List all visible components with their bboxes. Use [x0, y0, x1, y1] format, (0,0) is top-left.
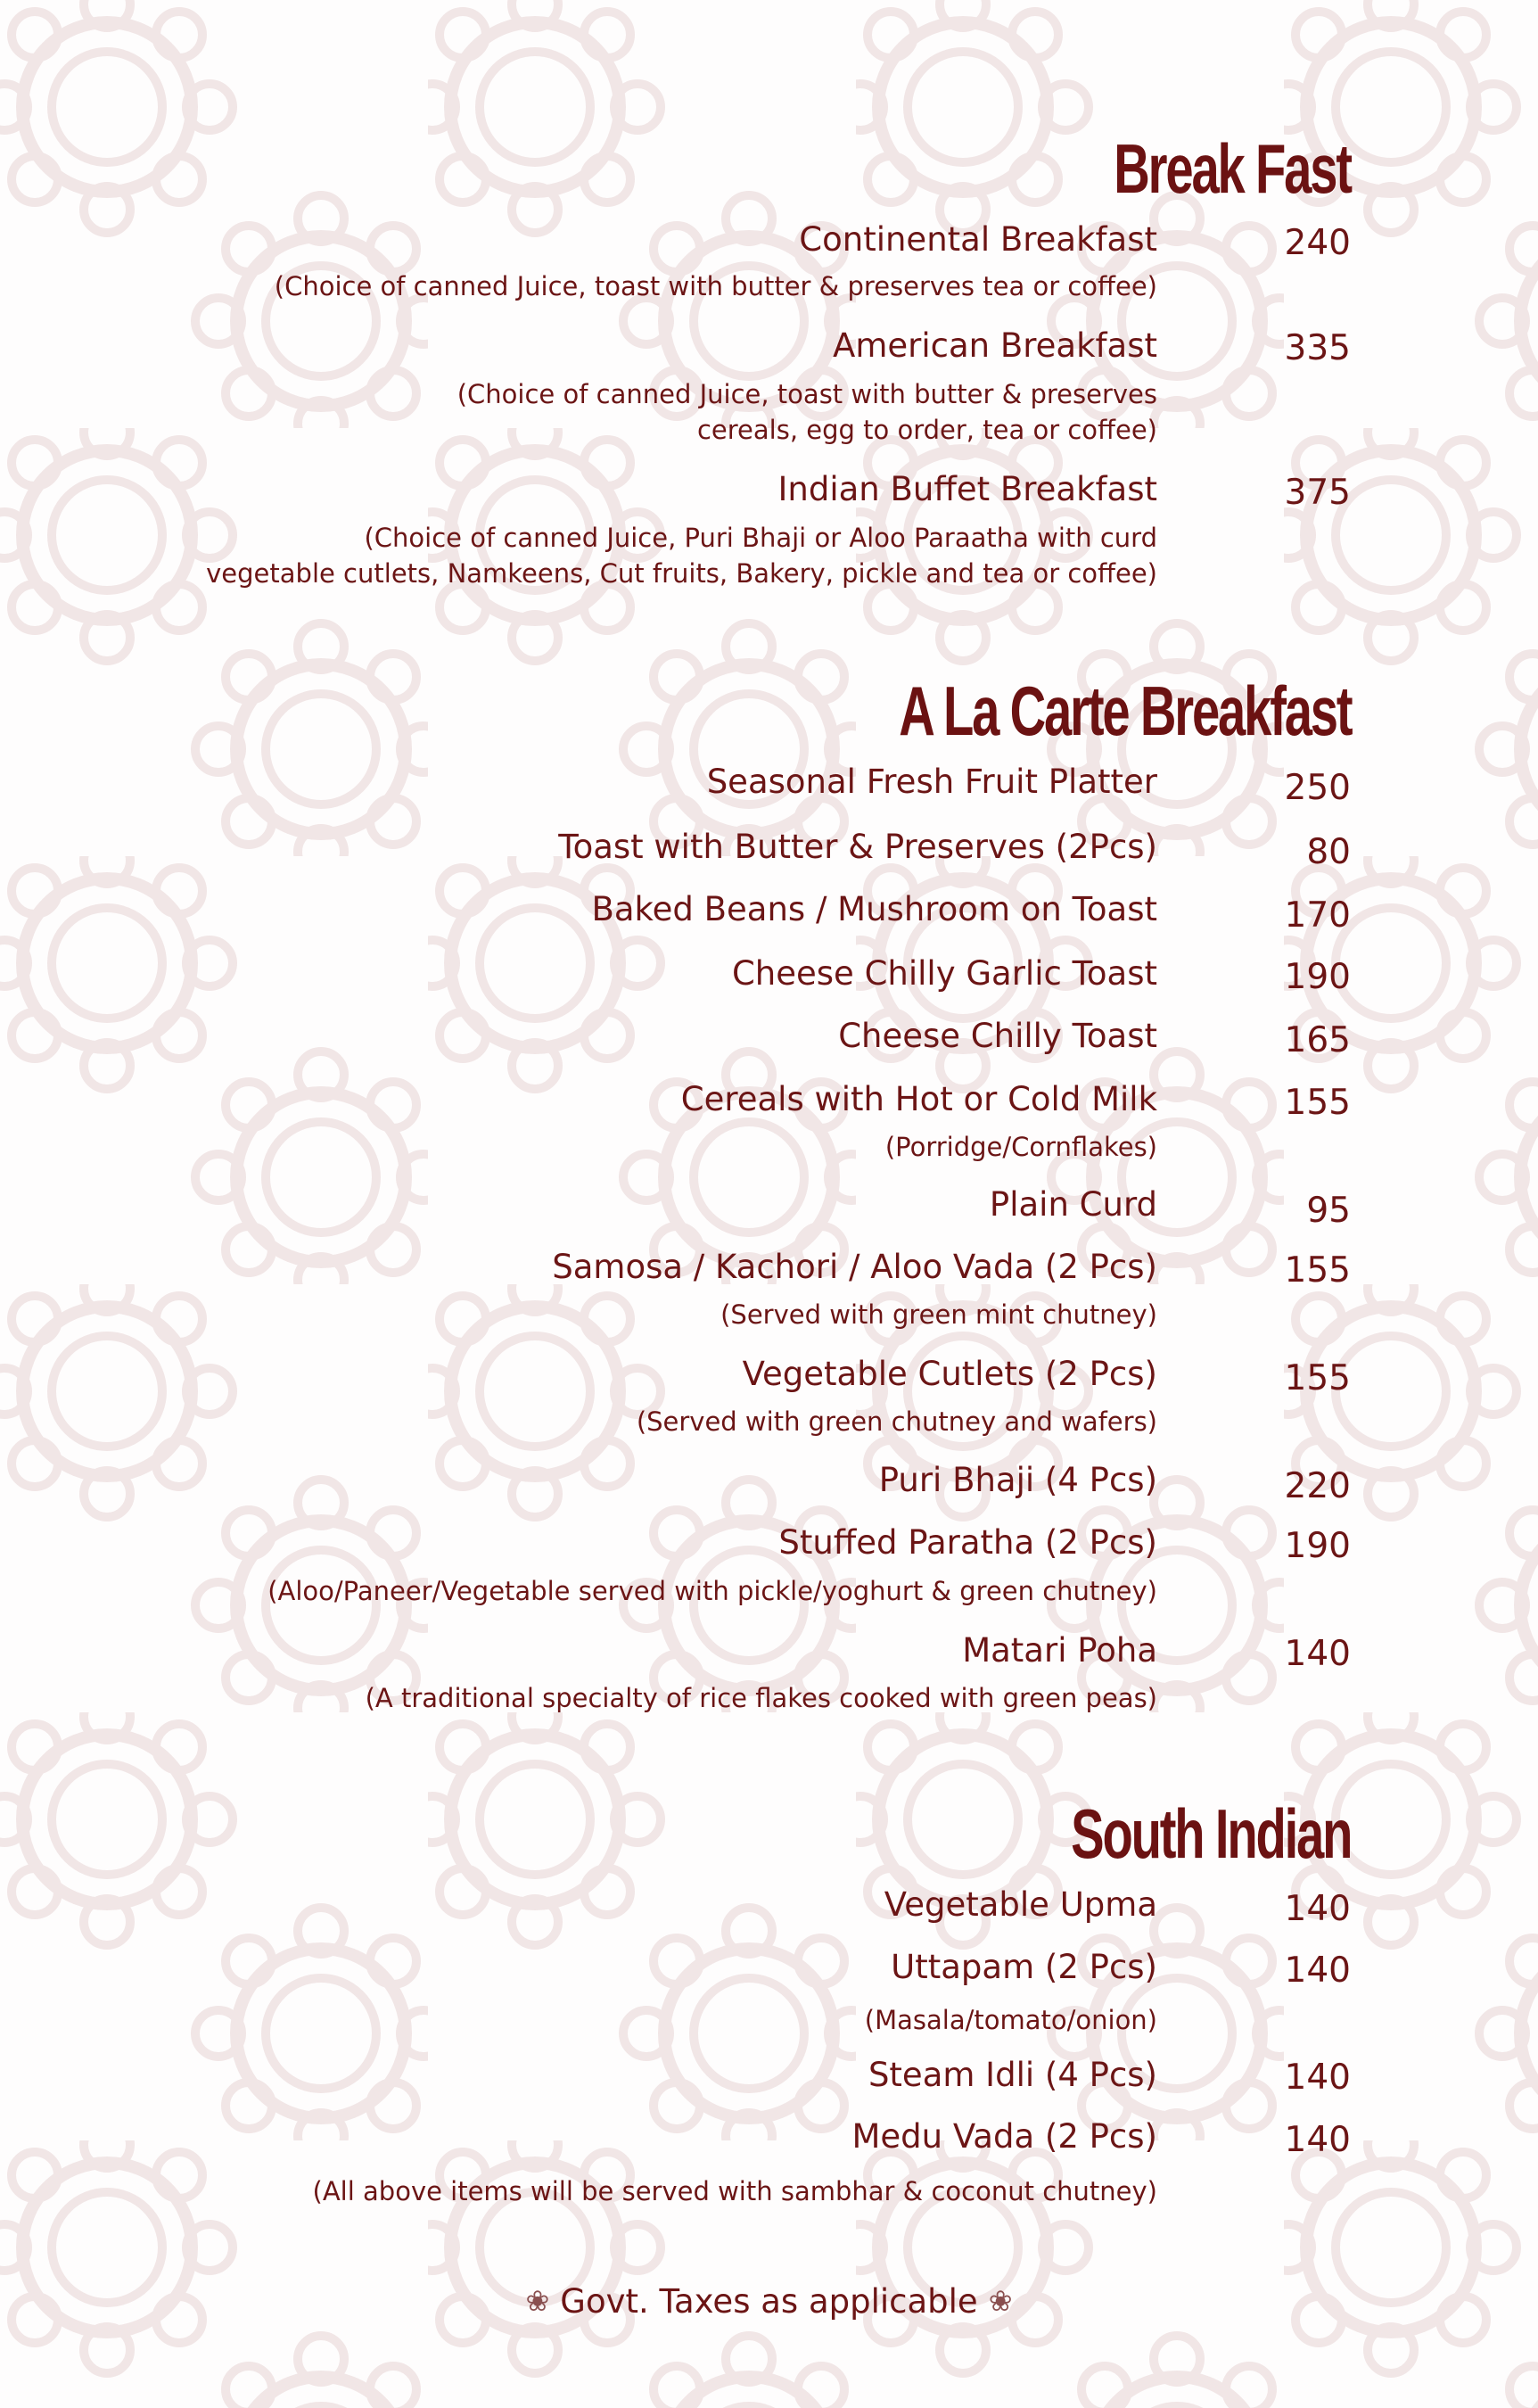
item-price-matari-poha: 140	[1284, 1634, 1351, 1674]
item-name-toast-butter: Toast with Butter & Preserves (2Pcs)	[558, 828, 1157, 866]
item-name-steam-idli: Steam Idli (4 Pcs)	[868, 2056, 1157, 2094]
item-desc-stuffed-paratha: (Aloo/Paneer/Vegetable served with pickle/yoghurt & green chutney)	[267, 1576, 1157, 1606]
item-name-uttapam: Uttapam (2 Pcs)	[891, 1948, 1157, 1986]
item-price-toast-butter: 80	[1306, 832, 1351, 872]
item-price-american-breakfast: 335	[1284, 328, 1351, 368]
item-name-puri-bhaji: Puri Bhaji (4 Pcs)	[878, 1461, 1157, 1499]
item-name-matari-poha: Matari Poha	[962, 1631, 1157, 1670]
section-title-south-indian: South Indian	[1070, 1794, 1351, 1873]
item-name-baked-beans: Baked Beans / Mushroom on Toast	[591, 890, 1157, 928]
section-title-alacarte: A La Carte Breakfast	[898, 672, 1351, 750]
item-name-cereals: Cereals with Hot or Cold Milk	[680, 1080, 1157, 1118]
item-name-vegetable-cutlets: Vegetable Cutlets (2 Pcs)	[742, 1355, 1157, 1393]
flower-ornament-icon: ❀	[525, 2284, 550, 2318]
item-name-indian-buffet-breakfast: Indian Buffet Breakfast	[777, 470, 1157, 508]
item-price-plain-curd: 95	[1306, 1191, 1351, 1231]
item-desc-continental-breakfast: (Choice of canned Juice, toast with butter & preserves tea or coffee)	[274, 271, 1157, 301]
item-price-cereals: 155	[1284, 1083, 1351, 1123]
item-name-stuffed-paratha: Stuffed Paratha (2 Pcs)	[778, 1523, 1157, 1562]
item-desc-indian-buffet-breakfast-line2: vegetable cutlets, Namkeens, Cut fruits, Bakery, pickle and tea or coffee)	[206, 558, 1157, 589]
item-desc-cereals: (Porridge/Cornflakes)	[884, 1132, 1157, 1162]
item-name-medu-vada: Medu Vada (2 Pcs)	[851, 2117, 1157, 2156]
item-price-medu-vada: 140	[1284, 2120, 1351, 2160]
item-name-continental-breakfast: Continental Breakfast	[799, 220, 1157, 259]
item-desc-american-breakfast-line2: cereals, egg to order, tea or coffee)	[696, 415, 1157, 445]
section-title-breakfast: Break Fast	[1114, 129, 1351, 208]
item-price-continental-breakfast: 240	[1284, 223, 1351, 263]
item-desc-samosa: (Served with green mint chutney)	[720, 1299, 1157, 1330]
item-name-cheese-chilly-toast: Cheese Chilly Toast	[838, 1017, 1157, 1055]
item-price-uttapam: 140	[1284, 1950, 1351, 1991]
flower-ornament-icon: ❀	[988, 2284, 1013, 2318]
footer-tax-note	[0, 2282, 1538, 2321]
item-price-baked-beans: 170	[1284, 895, 1351, 936]
item-price-samosa: 155	[1284, 1250, 1351, 1291]
item-name-samosa: Samosa / Kachori / Aloo Vada (2 Pcs)	[552, 1248, 1157, 1286]
item-name-cheese-chilly-garlic-toast: Cheese Chilly Garlic Toast	[731, 954, 1157, 993]
item-price-steam-idli: 140	[1284, 2058, 1351, 2098]
item-price-vegetable-cutlets: 155	[1284, 1358, 1351, 1398]
item-name-american-breakfast: American Breakfast	[833, 326, 1157, 365]
item-name-plain-curd: Plain Curd	[989, 1185, 1157, 1224]
item-price-cheese-chilly-toast: 165	[1284, 1020, 1351, 1060]
item-desc-american-breakfast: (Choice of canned Juice, toast with butter & preserves	[456, 379, 1157, 409]
item-price-fruit-platter: 250	[1284, 768, 1351, 808]
item-desc-medu-vada: (All above items will be served with sambhar & coconut chutney)	[312, 2176, 1157, 2206]
footer-text: Govt. Taxes as applicable	[560, 2282, 978, 2321]
item-price-stuffed-paratha: 190	[1284, 1526, 1351, 1566]
item-price-indian-buffet-breakfast: 375	[1284, 473, 1351, 513]
item-desc-uttapam: (Masala/tomato/onion)	[864, 2005, 1157, 2035]
item-desc-vegetable-cutlets: (Served with green chutney and wafers)	[636, 1406, 1157, 1437]
item-name-fruit-platter: Seasonal Fresh Fruit Platter	[706, 763, 1157, 801]
item-price-puri-bhaji: 220	[1284, 1466, 1351, 1506]
item-desc-indian-buffet-breakfast: (Choice of canned Juice, Puri Bhaji or Aloo Paraatha with curd	[364, 523, 1157, 553]
item-desc-matari-poha: (A traditional specialty of rice flakes cooked with green peas)	[365, 1683, 1157, 1713]
item-name-vegetable-upma: Vegetable Upma	[884, 1885, 1157, 1924]
item-price-cheese-chilly-garlic-toast: 190	[1284, 957, 1351, 997]
item-price-vegetable-upma: 140	[1284, 1889, 1351, 1929]
